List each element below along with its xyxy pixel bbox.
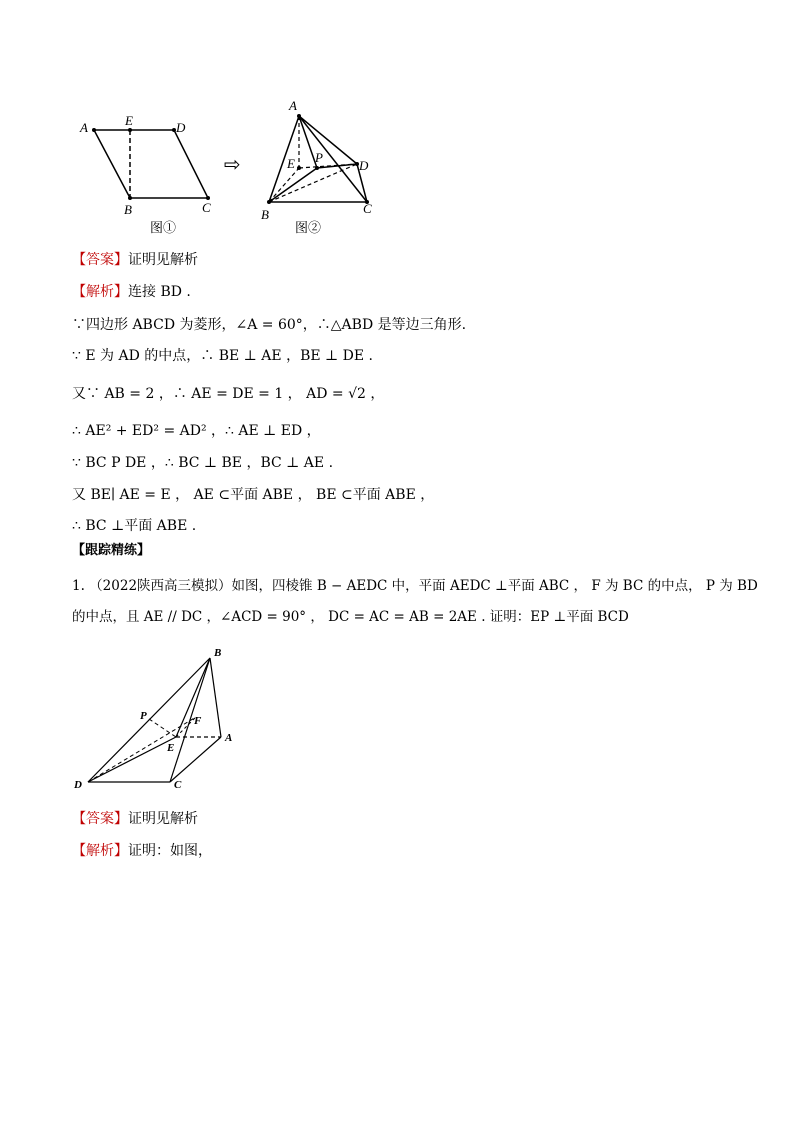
fig1-label-e: E <box>125 113 133 128</box>
fig2-label-b: B <box>261 207 269 222</box>
fig1-label-d: D <box>176 120 186 135</box>
proof-line-1: ∵四边形 ABCD 为菱形，∠A = 60°，∴△ABD 是等边三角形. <box>72 317 467 333</box>
analysis-2-text: 证明：如图， <box>128 843 212 859</box>
fig2-label-e: E <box>287 156 295 171</box>
fig2-label-c: C <box>363 201 372 216</box>
analysis-tag: 【解析】 <box>72 284 128 300</box>
answer-2-tag: 【答案】 <box>72 811 128 827</box>
proof-line-5: ∵ BC P DE ，∴ BC ⊥ BE ，BC ⊥ AE . <box>72 455 334 471</box>
answer-1 <box>72 251 198 269</box>
answer-text: 证明见解析 <box>128 252 198 268</box>
problem-line-1: 1. （2022陕西高三模拟）如图，四棱锥 B − AEDC 中，平面 AEDC ⊥平面 ABC ， F 为 BC 的中点， P 为 BD <box>72 578 758 594</box>
prob-label-a: A <box>225 732 233 744</box>
arrow-icon: ⇨ <box>224 152 241 176</box>
prob-label-p: P <box>140 710 147 722</box>
analysis-text: 连接 BD . <box>128 284 191 300</box>
answer-tag: 【答案】 <box>72 252 128 268</box>
problem-line-2: 的中点，且 AE // DC ，∠ACD = 90° ， DC = AC = AB = 2AE . 证明：EP ⊥平面 BCD <box>72 609 629 625</box>
fig2-label-d: D <box>359 158 369 173</box>
fig1-label-a: A <box>80 120 88 135</box>
proof-line-7: ∴ BC ⊥平面 ABE . <box>72 518 197 534</box>
figure-2-pyramid <box>255 96 385 241</box>
section-title: 【跟踪精练】 <box>72 543 151 558</box>
prob-label-f: F <box>194 715 202 727</box>
proof-line-3: 又∵ AB = 2 ，∴ AE = DE = 1 ， AD = √2 ， <box>72 386 385 402</box>
proof-line-4: ∴ AE² + ED² = AD² ，∴ AE ⊥ ED ， <box>72 423 321 439</box>
prob-label-b: B <box>214 647 222 659</box>
prob-label-c: C <box>174 779 182 791</box>
prob-label-d: D <box>74 779 82 791</box>
analysis-2 <box>72 842 212 860</box>
proof-line-2: ∵ E 为 AD 的中点，∴ BE ⊥ AE ，BE ⊥ DE . <box>72 348 373 364</box>
proof-line-6: 又 BE∣ AE = E ， AE ⊂平面 ABE ， BE ⊂平面 ABE ， <box>72 487 435 503</box>
fig1-label-c: C <box>202 200 211 215</box>
analysis-1 <box>72 283 191 301</box>
answer-2-text: 证明见解析 <box>128 811 198 827</box>
fig1-caption: 图① <box>150 220 177 235</box>
fig2-label-p: P <box>315 150 323 165</box>
fig2-label-a: A <box>289 98 297 113</box>
figure-1-rhombus <box>70 110 230 240</box>
analysis-2-tag: 【解析】 <box>72 843 128 859</box>
fig1-label-b: B <box>124 202 132 217</box>
prob-label-e: E <box>167 742 175 754</box>
figure-problem-pyramid <box>70 643 245 798</box>
fig2-caption: 图② <box>295 220 322 235</box>
answer-2 <box>72 810 198 828</box>
